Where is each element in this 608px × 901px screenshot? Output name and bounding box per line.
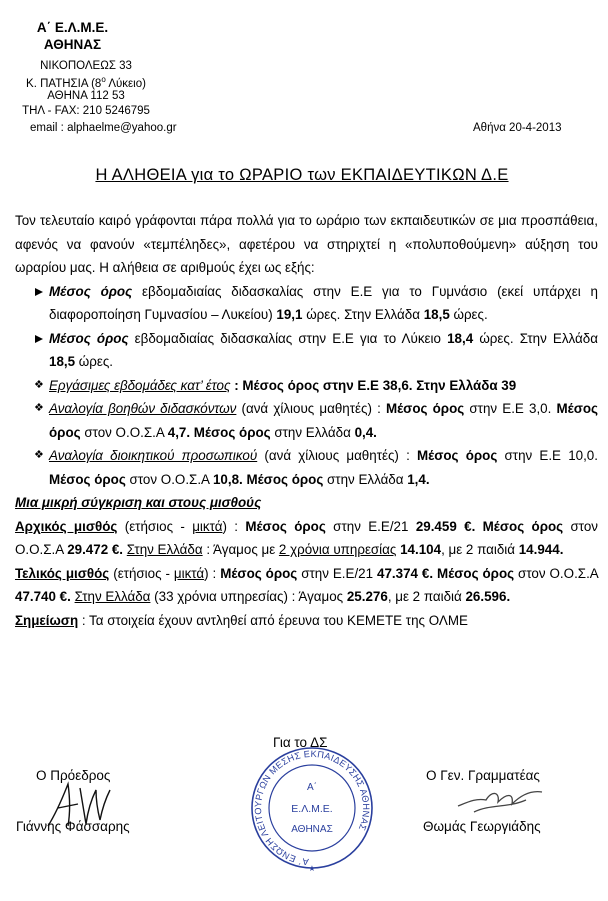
document-title: Η ΑΛΗΘΕΙΑ για το ΩΡΑΡΙΟ των ΕΚΠΑΙΔΕΥΤΙΚΩΝ Δ.Ε — [95, 166, 509, 184]
start-salary-paragraph: Αρχικός μισθός (ετήσιος - μικτά) : Μέσος όρος στην Ε.Ε/21 29.459 €. Μέσος όρος στον Ο.Ο.Σ.Α 29.472 €. Στην Ελλάδα : Άγαμος με 2 χρόνια υπηρεσίας 14.104, με 2 παιδιά 14.944. — [15, 518, 598, 557]
address-city: ΑΘΗΝΑ 112 53 — [47, 90, 125, 102]
svg-text:Α΄ ΕΝΩΣΗ ΛΕΙΤΟΥΡΓΩΝ ΜΕΣΗΣ ΕΚΠΑ: Α΄ ΕΝΩΣΗ ΛΕΙΤΟΥΡΓΩΝ ΜΕΣΗΣ ΕΚΠΑΙΔΕΥΣΗΣ ΑΘΗΝΑΣ — [252, 748, 372, 867]
phone-fax: ΤΗΛ - FAX: 210 5246795 — [22, 105, 150, 117]
note: Σημείωση : Τα στοιχεία έχουν αντληθεί από έρευνα του ΚΕΜΕΤΕ της ΟΛΜΕ — [15, 612, 468, 628]
president-name: Γιάννης Φάσσαρης — [16, 819, 130, 834]
bullet-assistants-ratio: ❖ Αναλογία βοηθών διδασκόντων (ανά χίλιους μαθητές) : Μέσος όρος στην Ε.Ε 3,0. Μέσος όρος στον Ο.Ο.Σ.Α 4,7. Μέσος όρος στην Ελλάδα 0,4. — [34, 401, 599, 440]
intro-paragraph: Τον τελευταίο καιρό γράφονται πάρα πολλά για το ωράριο των εκπαιδευτικών σε μια προσπάθεια, αφενός να φανούν «τεμπέληδες», αφετέρου να στηριχτεί η «πολυποθούμενη» αύξηση του ωραρίου μας. Η αλήθεια σε αριθμούς έχει ως εξής: — [15, 213, 598, 275]
secretary-title: Ο Γεν. Γραμματέας — [426, 768, 540, 783]
final-salary-paragraph: Τελικός μισθός (ετήσιος - μικτά) : Μέσος όρος στην Ε.Ε/21 47.374 €. Μέσος όρος στον Ο.Ο.Σ.Α 47.740 €. Στην Ελλάδα (33 χρόνια υπηρεσίας) : Άγαμος 25.276, με 2 παιδιά 26.596. — [15, 565, 598, 604]
diamond-bullet-icon: ❖ — [34, 378, 44, 391]
bullet-lyceum: Μέσος όρος εβδομαδιαίας διδασκαλίας στην Ε.Ε για το Λύκειο 18,4 ώρες. Στην Ελλάδα 18,5 ώρες. — [15, 327, 598, 374]
svg-text:Α΄: Α΄ — [307, 782, 317, 793]
president-title: Ο Πρόεδρος — [36, 768, 111, 783]
bullet-admin-ratio: ❖ Αναλογία διοικητικού προσωπικού (ανά χίλιους μαθητές) : Μέσος όρος στην Ε.Ε 10,0. Μέσος όρος στον Ο.Ο.Σ.Α 10,8. Μέσος όρος στην Ελλάδα 1,4. — [34, 448, 598, 487]
arrow-bullet-icon — [35, 335, 43, 343]
arrow-bullet-icon — [35, 288, 43, 296]
svg-text:ΑΘΗΝΑΣ: ΑΘΗΝΑΣ — [291, 824, 333, 835]
diamond-bullet-icon: ❖ — [34, 402, 44, 414]
svg-text:★: ★ — [308, 864, 316, 873]
svg-text:Ε.Λ.Μ.Ε.: Ε.Λ.Μ.Ε. — [291, 803, 333, 815]
email: email : alphaelme@yahoo.gr — [30, 122, 177, 134]
document-date: Αθήνα 20-4-2013 — [473, 122, 562, 134]
bullet-work-weeks: ❖ Εργάσιμες εβδομάδες κατ’ έτος : Μέσος όρος στην Ε.Ε 38,6. Στην Ελλάδα 39 — [34, 377, 517, 393]
address-street: ΝΙΚΟΠΟΛΕΩΣ 33 — [40, 60, 132, 72]
org-name: Α΄ Ε.Λ.Μ.Ε. — [36, 20, 109, 35]
secretary-signature — [456, 786, 546, 816]
secretary-name: Θωμάς Γεωργιάδης — [423, 819, 541, 834]
address-area: Κ. ΠΑΤΗΣΙΑ ($8^o$ Λύκειο) — [26, 75, 146, 90]
salary-heading: Μια μικρή σύγκριση και στους μισθούς — [15, 495, 262, 510]
document-body — [15, 209, 598, 632]
org-city: ΑΘΗΝΑΣ — [43, 37, 102, 52]
diamond-bullet-icon: ❖ — [34, 449, 44, 461]
president-signature — [44, 780, 114, 830]
for-board-label: Για το ΔΣ — [273, 735, 328, 750]
bullet-gymnasium: Μέσος όρος εβδομαδιαίας διδασκαλίας στην Ε.Ε για το Γυμνάσιο (εκεί υπάρχει η διαφοροποίηση Γυμνασίου – Λυκείου) 19,1 ώρες. Στην Ελλάδα 18,5 ώρες. — [15, 280, 598, 327]
official-stamp — [248, 743, 376, 873]
